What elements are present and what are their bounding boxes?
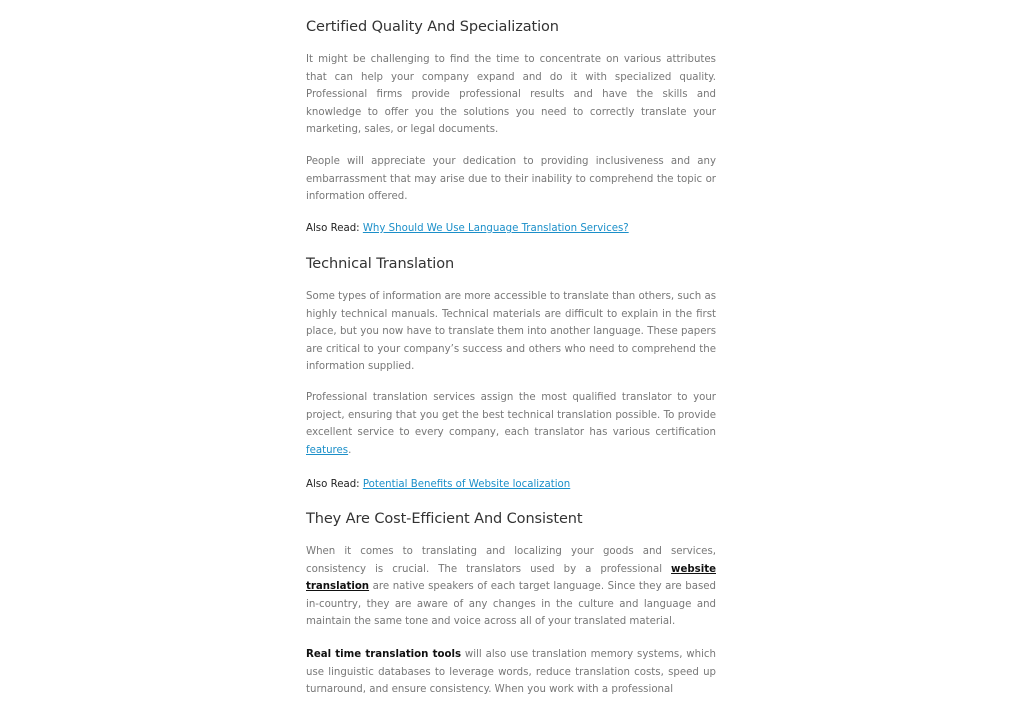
also-read <box>306 220 716 238</box>
paragraph-text: will also use translation memory systems, which use linguistic databases to leverage words, reduce translation costs, speed up turnaround, and ensure consistency. When you work with a professional <box>306 649 716 696</box>
heading-cost-efficient: They Are Cost-Efficient And Consistent <box>306 511 583 527</box>
paragraph-end: . <box>348 444 352 456</box>
website-translation-link[interactable]: website translation <box>306 563 716 593</box>
paragraph <box>306 543 716 631</box>
also-read-label: Also Read: <box>306 223 360 234</box>
paragraph <box>306 389 716 459</box>
bold-term: Real time translation tools <box>306 649 462 660</box>
also-read <box>306 476 716 494</box>
heading-technical-translation: Technical Translation <box>306 256 455 272</box>
heading-certified-quality: Certified Quality And Specialization <box>306 19 559 35</box>
paragraph: Some types of information are more accessible to translate than others, such as highly technical manuals. Technical materials are difficult to explain in the first place, but you now have to translate them into another language. These papers are critical to your company’s success and others who need to comprehend the information supplied. <box>306 291 716 373</box>
paragraph-text: are native speakers of each target language. Since they are based in-country, they are aware of any changes in the culture and language and maintain the same tone and voice across all of your translated material. <box>306 581 716 628</box>
features-link[interactable]: features <box>306 444 349 456</box>
also-read-label: Also Read: <box>306 479 360 490</box>
paragraph-text: Professional translation services assign the most qualified translator to your project, ensuring that you get the best technical translation possible. To provide excellent service to every company, each translator has various certification <box>306 392 716 439</box>
paragraph: People will appreciate your dedication to providing inclusiveness and any embarrassment that may arise due to their inability to comprehend the topic or information offered. <box>306 156 716 203</box>
paragraph: It might be challenging to find the time to concentrate on various attributes that can help your company expand and do it with specialized quality. Professional firms provide professional results and have the skills and knowledge to offer you the solutions you need to correctly translate your marketing, sales, or legal documents. <box>306 54 716 136</box>
paragraph <box>306 646 716 699</box>
also-read-link[interactable]: Potential Benefits of Website localization <box>362 479 571 490</box>
also-read-link[interactable]: Why Should We Use Language Translation Services? <box>362 223 629 234</box>
paragraph-text: When it comes to translating and localizing your goods and services, consistency is crucial. The translators used by a professional <box>306 546 716 575</box>
